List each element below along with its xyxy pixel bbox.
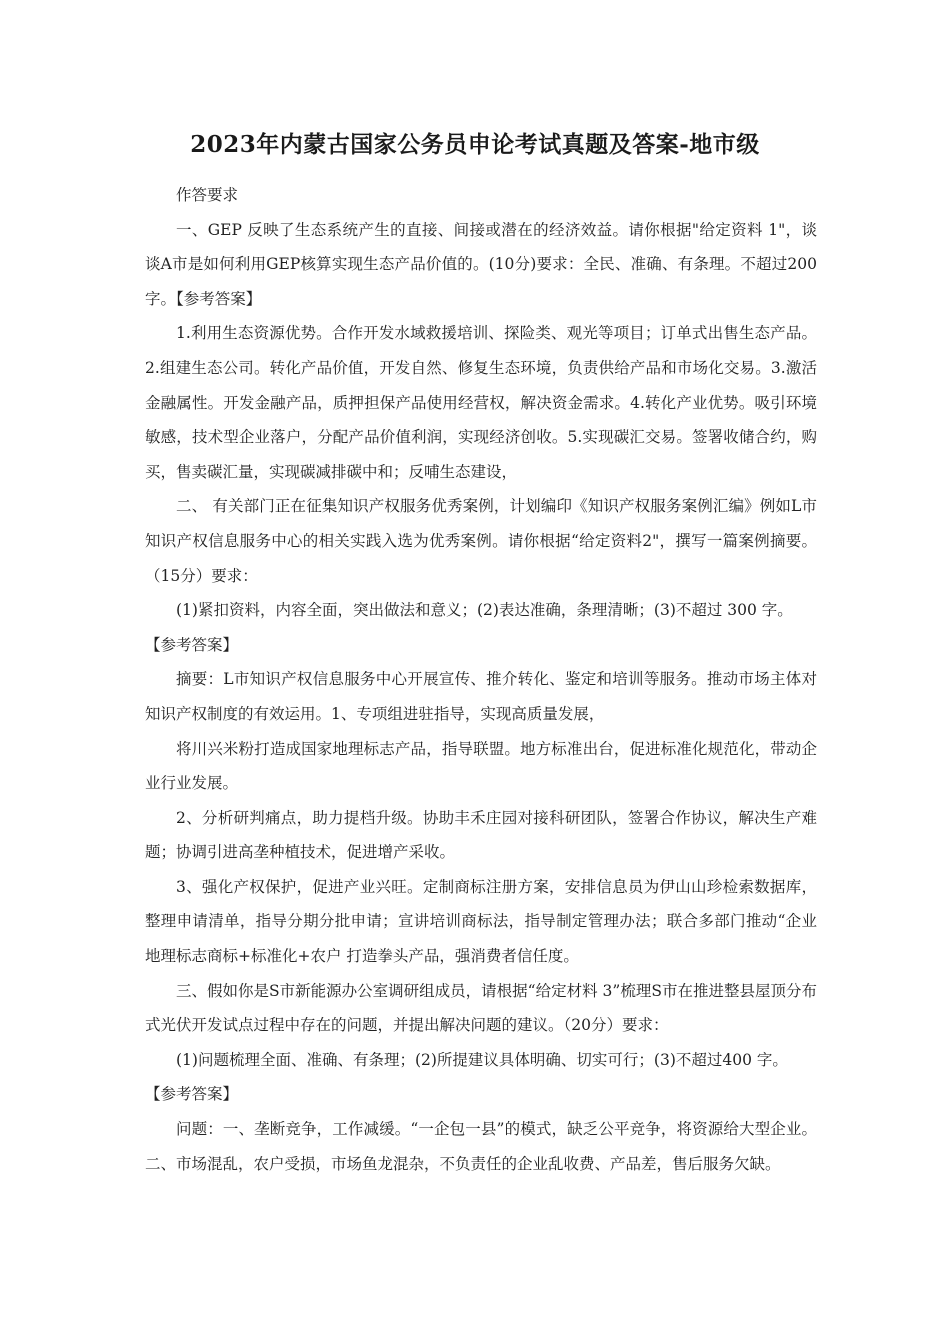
paragraph: 摘要：L市知识产权信息服务中心开展宣传、推介转化、鉴定和培训等服务。推动市场主体对知识产权制度的有效运用。1、专项组进驻指导，实现高质量发展，	[145, 670, 817, 723]
paragraph: (1)紧扣资料，内容全面，突出做法和意义；(2)表达准确，条理清晰；(3)不超过 300 字。	[176, 601, 793, 620]
paragraph: 二、 有关部门正在征集知识产权服务优秀案例，计划编印《知识产权服务案例汇编》例如L市知识产权信息服务中心的相关实践入选为优秀案例。请你根据“给定资料2"，撰写一篇案例摘要。（15分）要求：	[145, 497, 817, 585]
paragraph: 【参考答案】	[145, 635, 239, 654]
document-title: 2023年内蒙古国家公务员申论考试真题及答案-地市级	[190, 131, 760, 158]
paragraph: 将川兴米粉打造成国家地理标志产品，指导联盟。地方标准出台，促进标准化规范化，带动企业行业发展。	[145, 739, 817, 793]
paragraph: 3、强化产权保护，促进产业兴旺。定制商标注册方案，安排信息员为伊山山珍检索数据库，整理申请清单，指导分期分批申请；宣讲培训商标法，指导制定管理办法；联合多部门推动“企业地理标志商标+标准化+农户 打造拳头产品，强消费者信任度。	[145, 877, 817, 966]
document-body	[145, 178, 817, 1181]
paragraph: 一、GEP 反映了生态系统产生的直接、间接或潜在的经济效益。请你根据"给定资料 1"，谈谈A市是如何利用GEP核算实现生态产品价值的。(10分)要求：全民、准确、有条理。不超过200字。【参考答案】	[145, 220, 817, 308]
paragraph: 作答要求	[176, 186, 239, 204]
paragraph: (1)问题梳理全面、准确、有条理；(2)所提建议具体明确、切实可行；(3)不超过400 字。	[176, 1050, 788, 1069]
paragraph: 三、假如你是S市新能源办公室调研组成员，请根据“给定材料 3”梳理S市在推进整县屋顶分布式光伏开发试点过程中存在的问题，并提出解决问题的建议。（20分）要求：	[145, 981, 817, 1035]
paragraph: 问题：一、垄断竞争，工作减缓。“一企包一县”的模式，缺乏公平竞争，将资源给大型企业。二、市场混乱，农户受损，市场鱼龙混杂，不负责任的企业乱收费、产品差，售后服务欠缺。	[145, 1120, 817, 1173]
paragraph: 【参考答案】	[145, 1085, 239, 1104]
paragraph: 1.利用生态资源优势。合作开发水域救援培训、探险类、观光等项目；订单式出售生态产品。2.组建生态公司。转化产品价值，开发自然、修复生态环境，负责供给产品和市场化交易。3.激活金融属性。开发金融产品，质押担保产品使用经营权，解决资金需求。4.转化产业优势。吸引环境敏感，技术型企业落户，分配产品价值利润，实现经济创收。5.实现碳汇交易。签署收储合约，购买，售卖碳汇量，实现碳减排碳中和；反哺生态建设，	[145, 324, 817, 481]
paragraph: 2、分析研判痛点，助力提档升级。协助丰禾庄园对接科研团队，签署合作协议，解决生产难题；协调引进高垄种植技术，促进增产采收。	[145, 808, 817, 862]
